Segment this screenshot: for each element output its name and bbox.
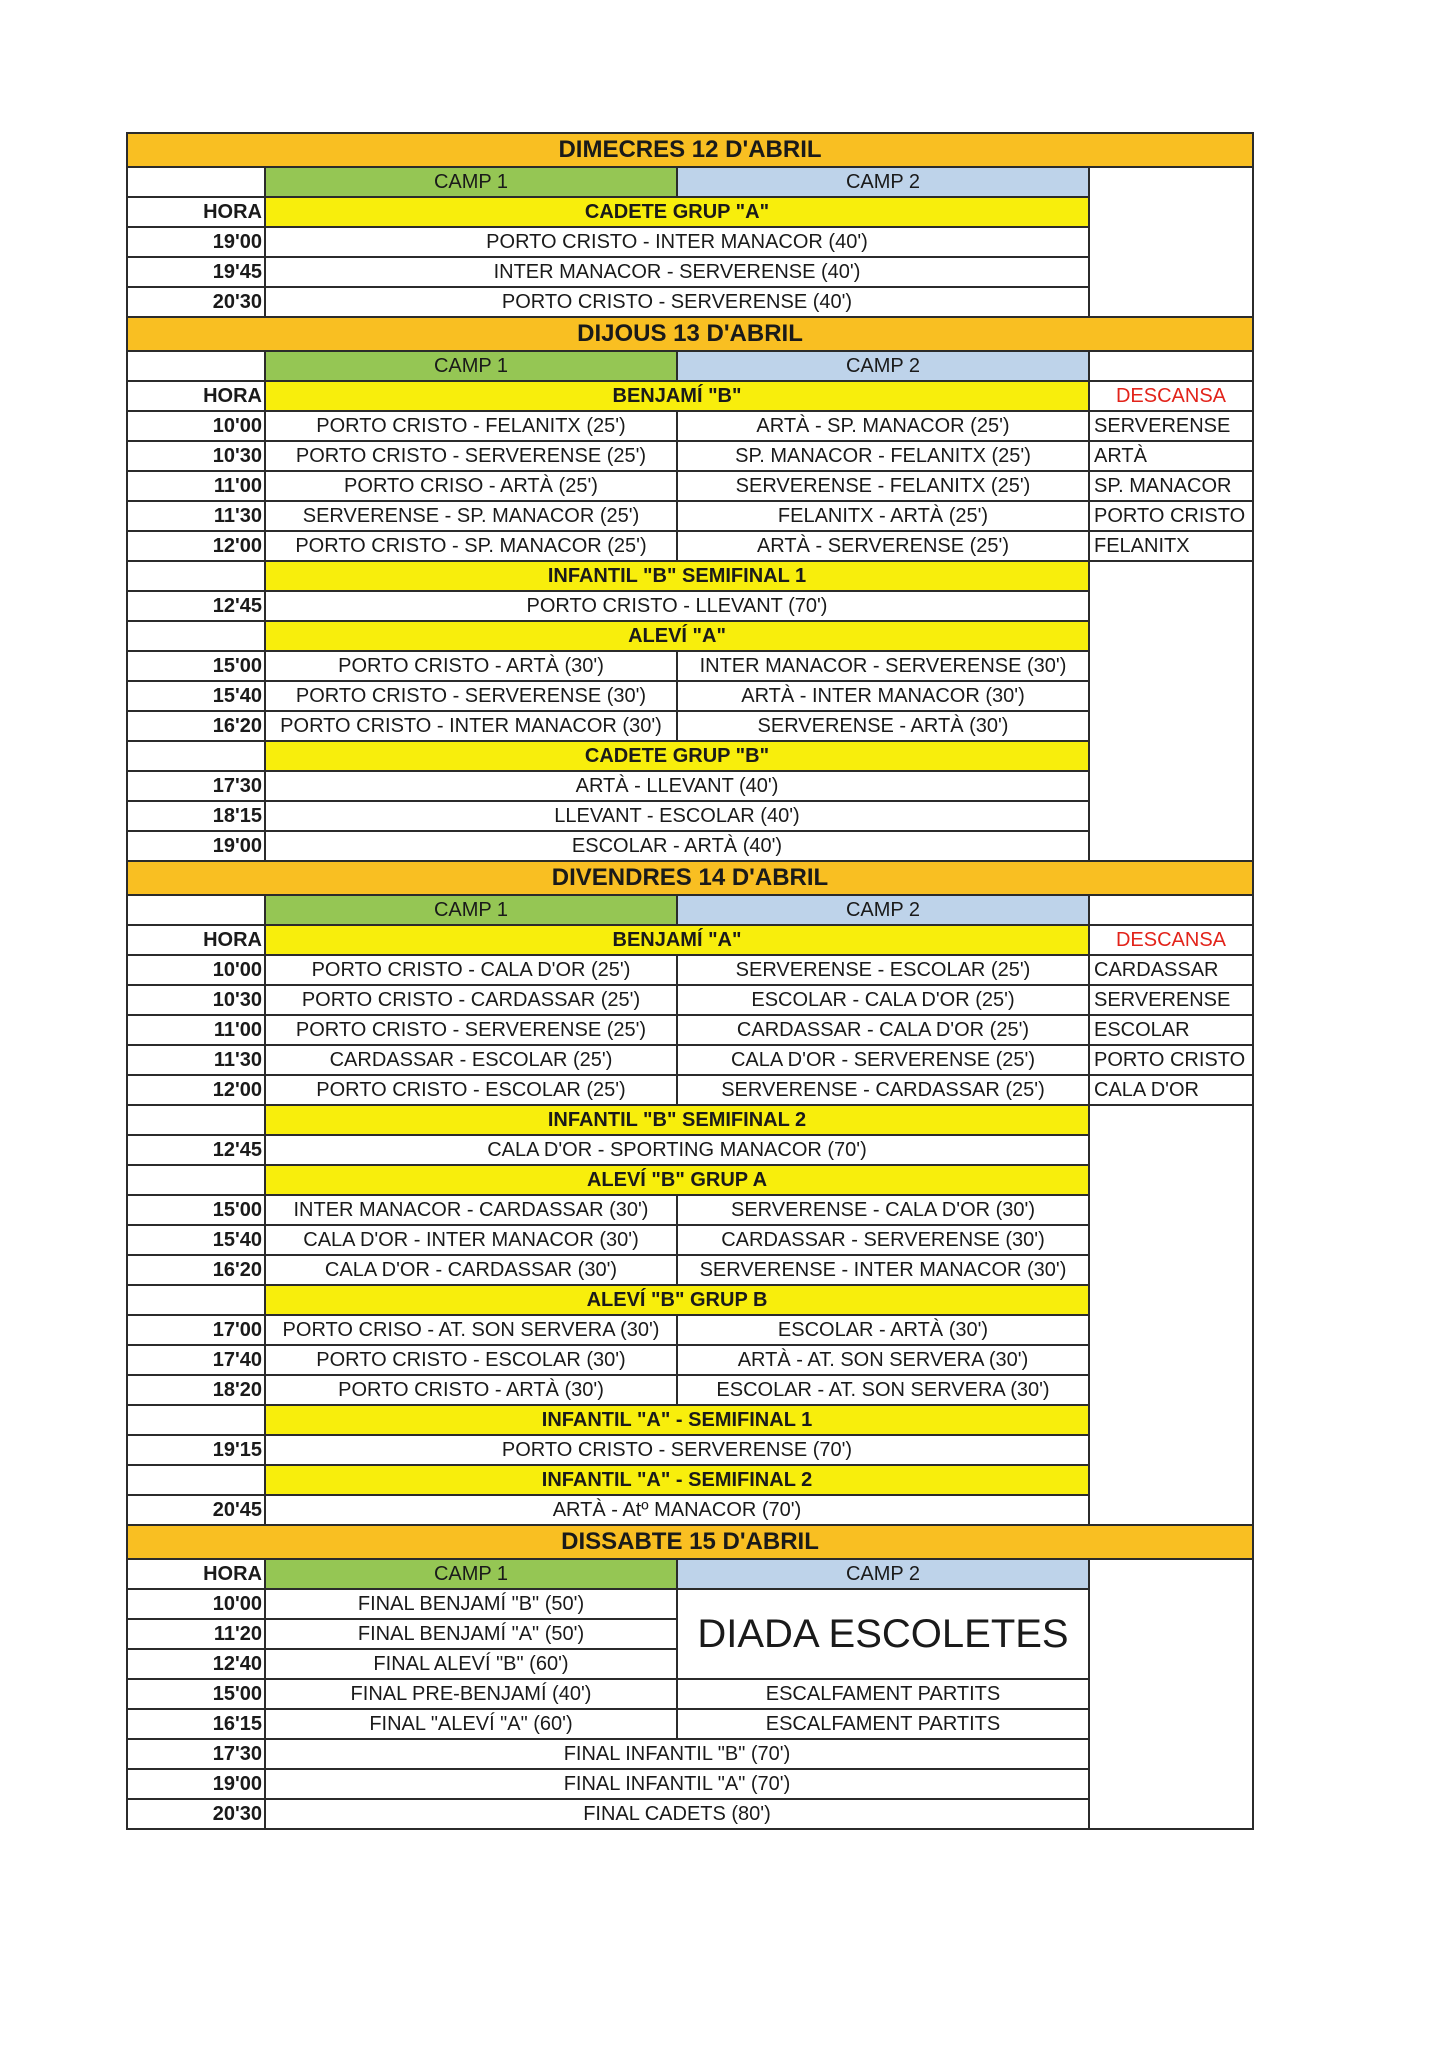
category-row	[127, 381, 1253, 411]
day-row	[127, 317, 1253, 351]
empty-cell	[127, 741, 265, 771]
match-full: FINAL CADETS (80')	[265, 1799, 1089, 1829]
camp2-header: CAMP 2	[677, 167, 1089, 197]
match-row	[127, 1709, 1253, 1739]
match-time: 15'40	[127, 681, 265, 711]
match-row	[127, 1345, 1253, 1375]
match-camp1: PORTO CRISTO - ESCOLAR (30')	[265, 1345, 677, 1375]
category-title: INFANTIL "B" SEMIFINAL 1	[265, 561, 1089, 591]
match-row	[127, 257, 1253, 287]
match-time: 12'00	[127, 1075, 265, 1105]
camp2-header: CAMP 2	[677, 895, 1089, 925]
match-camp1: PORTO CRISTO - FELANITX (25')	[265, 411, 677, 441]
match-row	[127, 1739, 1253, 1769]
match-camp1: FINAL "ALEVÍ "A" (60')	[265, 1709, 677, 1739]
match-time: 16'15	[127, 1709, 265, 1739]
match-time: 20'30	[127, 287, 265, 317]
match-camp2: SERVERENSE - ARTÀ (30')	[677, 711, 1089, 741]
category-title: INFANTIL "A" - SEMIFINAL 1	[265, 1405, 1089, 1435]
resting-team: SERVERENSE	[1089, 411, 1253, 441]
match-camp2: ARTÀ - SERVERENSE (25')	[677, 531, 1089, 561]
category-row	[127, 925, 1253, 955]
match-camp2: ESCOLAR - AT. SON SERVERA (30')	[677, 1375, 1089, 1405]
resting-team: SERVERENSE	[1089, 985, 1253, 1015]
match-row	[127, 651, 1253, 681]
match-camp1: INTER MANACOR - CARDASSAR (30')	[265, 1195, 677, 1225]
empty-cell	[1089, 895, 1253, 925]
match-time: 10'30	[127, 441, 265, 471]
day-row	[127, 1525, 1253, 1559]
match-camp2: ARTÀ - INTER MANACOR (30')	[677, 681, 1089, 711]
category-row	[127, 197, 1253, 227]
match-row	[127, 1679, 1253, 1709]
match-camp1: CALA D'OR - CARDASSAR (30')	[265, 1255, 677, 1285]
match-time: 12'40	[127, 1649, 265, 1679]
camp1-header: CAMP 1	[265, 895, 677, 925]
match-camp2: FELANITX - ARTÀ (25')	[677, 501, 1089, 531]
match-camp1: PORTO CRISTO - CARDASSAR (25')	[265, 985, 677, 1015]
diada-escoletes: DIADA ESCOLETES	[677, 1589, 1089, 1679]
empty-cell	[127, 1285, 265, 1315]
match-camp2: ESCOLAR - CALA D'OR (25')	[677, 985, 1089, 1015]
resting-team: SP. MANACOR	[1089, 471, 1253, 501]
day-row	[127, 133, 1253, 167]
match-time: 17'30	[127, 771, 265, 801]
category-row	[127, 1165, 1253, 1195]
match-full: LLEVANT - ESCOLAR (40')	[265, 801, 1089, 831]
match-camp1: FINAL BENJAMÍ "B" (50')	[265, 1589, 677, 1619]
empty-cell	[127, 895, 265, 925]
match-camp2: CALA D'OR - SERVERENSE (25')	[677, 1045, 1089, 1075]
match-time: 20'45	[127, 1495, 265, 1525]
category-title: ALEVÍ "B" GRUP A	[265, 1165, 1089, 1195]
match-row	[127, 955, 1253, 985]
match-time: 16'20	[127, 1255, 265, 1285]
match-camp1: PORTO CRISTO - SERVERENSE (25')	[265, 1015, 677, 1045]
match-time: 18'20	[127, 1375, 265, 1405]
match-time: 11'20	[127, 1619, 265, 1649]
category-row	[127, 621, 1253, 651]
match-row	[127, 1225, 1253, 1255]
descansa-label: DESCANSA	[1089, 925, 1253, 955]
match-time: 12'45	[127, 1135, 265, 1165]
match-row	[127, 471, 1253, 501]
day-row	[127, 861, 1253, 895]
match-row	[127, 711, 1253, 741]
match-camp1: PORTO CRISTO - SERVERENSE (30')	[265, 681, 677, 711]
match-time: 18'15	[127, 801, 265, 831]
resting-team: CARDASSAR	[1089, 955, 1253, 985]
hora-label: HORA	[127, 1559, 265, 1589]
match-camp1: CALA D'OR - INTER MANACOR (30')	[265, 1225, 677, 1255]
match-row	[127, 1495, 1253, 1525]
match-row	[127, 411, 1253, 441]
match-camp2: ESCALFAMENT PARTITS	[677, 1709, 1089, 1739]
resting-team: ARTÀ	[1089, 441, 1253, 471]
match-camp2: SERVERENSE - INTER MANACOR (30')	[677, 1255, 1089, 1285]
match-camp1: PORTO CRISTO - ARTÀ (30')	[265, 1375, 677, 1405]
match-time: 17'40	[127, 1345, 265, 1375]
match-row	[127, 801, 1253, 831]
match-row	[127, 441, 1253, 471]
match-full: ARTÀ - Atº MANACOR (70')	[265, 1495, 1089, 1525]
match-time: 16'20	[127, 711, 265, 741]
empty-cell	[127, 1165, 265, 1195]
match-camp2: CARDASSAR - SERVERENSE (30')	[677, 1225, 1089, 1255]
category-row	[127, 1105, 1253, 1135]
category-row	[127, 1465, 1253, 1495]
match-camp2: SERVERENSE - CARDASSAR (25')	[677, 1075, 1089, 1105]
match-full: PORTO CRISTO - LLEVANT (70')	[265, 591, 1089, 621]
match-time: 15'00	[127, 1195, 265, 1225]
day-title: DIJOUS 13 D'ABRIL	[127, 317, 1253, 351]
match-camp2: SERVERENSE - FELANITX (25')	[677, 471, 1089, 501]
match-camp2: ARTÀ - SP. MANACOR (25')	[677, 411, 1089, 441]
match-full: CALA D'OR - SPORTING MANACOR (70')	[265, 1135, 1089, 1165]
category-title: INFANTIL "A" - SEMIFINAL 2	[265, 1465, 1089, 1495]
match-time: 12'00	[127, 531, 265, 561]
resting-team: CALA D'OR	[1089, 1075, 1253, 1105]
match-row	[127, 1135, 1253, 1165]
day-title: DISSABTE 15 D'ABRIL	[127, 1525, 1253, 1559]
match-row	[127, 501, 1253, 531]
empty-cell	[127, 561, 265, 591]
match-row	[127, 1315, 1253, 1345]
match-row	[127, 1799, 1253, 1829]
match-full: ESCOLAR - ARTÀ (40')	[265, 831, 1089, 861]
match-time: 19'15	[127, 1435, 265, 1465]
match-time: 19'00	[127, 831, 265, 861]
resting-team: PORTO CRISTO	[1089, 1045, 1253, 1075]
descansa-label: DESCANSA	[1089, 381, 1253, 411]
category-title: CADETE GRUP "B"	[265, 741, 1089, 771]
empty-cell	[1089, 561, 1253, 861]
match-full: INTER MANACOR - SERVERENSE (40')	[265, 257, 1089, 287]
match-time: 17'00	[127, 1315, 265, 1345]
camp1-header: CAMP 1	[265, 167, 677, 197]
match-time: 15'40	[127, 1225, 265, 1255]
match-time: 11'30	[127, 501, 265, 531]
match-camp2: SERVERENSE - CALA D'OR (30')	[677, 1195, 1089, 1225]
match-row	[127, 591, 1253, 621]
match-time: 11'00	[127, 471, 265, 501]
match-row	[127, 1195, 1253, 1225]
match-time: 11'30	[127, 1045, 265, 1075]
match-camp2: SP. MANACOR - FELANITX (25')	[677, 441, 1089, 471]
category-title: CADETE GRUP "A"	[265, 197, 1089, 227]
match-time: 19'00	[127, 227, 265, 257]
match-time: 10'00	[127, 411, 265, 441]
match-time: 10'00	[127, 955, 265, 985]
match-row	[127, 531, 1253, 561]
empty-cell	[1089, 351, 1253, 381]
camp-header-row	[127, 1559, 1253, 1589]
match-row	[127, 1075, 1253, 1105]
match-time: 19'00	[127, 1769, 265, 1799]
match-row	[127, 831, 1253, 861]
empty-cell	[127, 621, 265, 651]
empty-cell	[1089, 1559, 1253, 1829]
match-row	[127, 681, 1253, 711]
camp2-header: CAMP 2	[677, 1559, 1089, 1589]
match-time: 15'00	[127, 1679, 265, 1709]
match-full: FINAL INFANTIL "B" (70')	[265, 1739, 1089, 1769]
match-camp1: CARDASSAR - ESCOLAR (25')	[265, 1045, 677, 1075]
category-title: BENJAMÍ "A"	[265, 925, 1089, 955]
match-camp1: PORTO CRISTO - INTER MANACOR (30')	[265, 711, 677, 741]
empty-cell	[127, 1465, 265, 1495]
match-row	[127, 1589, 1253, 1619]
match-camp1: PORTO CRISTO - CALA D'OR (25')	[265, 955, 677, 985]
empty-cell	[127, 1405, 265, 1435]
empty-cell	[1089, 167, 1253, 317]
camp-header-row	[127, 895, 1253, 925]
match-camp1: FINAL PRE-BENJAMÍ (40')	[265, 1679, 677, 1709]
match-camp1: PORTO CRISO - ARTÀ (25')	[265, 471, 677, 501]
match-time: 10'00	[127, 1589, 265, 1619]
match-camp1: PORTO CRISTO - ESCOLAR (25')	[265, 1075, 677, 1105]
match-row	[127, 227, 1253, 257]
resting-team: FELANITX	[1089, 531, 1253, 561]
match-row	[127, 1045, 1253, 1075]
empty-cell	[127, 1105, 265, 1135]
match-row	[127, 1255, 1253, 1285]
camp-header-row	[127, 167, 1253, 197]
match-row	[127, 1435, 1253, 1465]
match-camp2: SERVERENSE - ESCOLAR (25')	[677, 955, 1089, 985]
hora-label: HORA	[127, 197, 265, 227]
resting-team: ESCOLAR	[1089, 1015, 1253, 1045]
match-time: 20'30	[127, 1799, 265, 1829]
match-time: 15'00	[127, 651, 265, 681]
match-time: 19'45	[127, 257, 265, 287]
match-camp1: PORTO CRISTO - SP. MANACOR (25')	[265, 531, 677, 561]
empty-cell	[127, 167, 265, 197]
match-camp2: ESCOLAR - ARTÀ (30')	[677, 1315, 1089, 1345]
resting-team: PORTO CRISTO	[1089, 501, 1253, 531]
match-row	[127, 771, 1253, 801]
schedule-table	[126, 132, 1254, 1830]
match-camp1: PORTO CRISO - AT. SON SERVERA (30')	[265, 1315, 677, 1345]
hora-label: HORA	[127, 925, 265, 955]
match-full: ARTÀ - LLEVANT (40')	[265, 771, 1089, 801]
match-row	[127, 1375, 1253, 1405]
category-title: BENJAMÍ "B"	[265, 381, 1089, 411]
match-camp2: CARDASSAR - CALA D'OR (25')	[677, 1015, 1089, 1045]
camp1-header: CAMP 1	[265, 351, 677, 381]
match-camp2: ESCALFAMENT PARTITS	[677, 1679, 1089, 1709]
category-row	[127, 741, 1253, 771]
empty-cell	[127, 351, 265, 381]
match-full: PORTO CRISTO - SERVERENSE (70')	[265, 1435, 1089, 1465]
day-title: DIVENDRES 14 D'ABRIL	[127, 861, 1253, 895]
camp-header-row	[127, 351, 1253, 381]
match-time: 12'45	[127, 591, 265, 621]
match-camp2: ARTÀ - AT. SON SERVERA (30')	[677, 1345, 1089, 1375]
match-row	[127, 985, 1253, 1015]
hora-label: HORA	[127, 381, 265, 411]
category-title: ALEVÍ "A"	[265, 621, 1089, 651]
match-camp2: INTER MANACOR - SERVERENSE (30')	[677, 651, 1089, 681]
match-camp1: FINAL BENJAMÍ "A" (50')	[265, 1619, 677, 1649]
match-camp1: SERVERENSE - SP. MANACOR (25')	[265, 501, 677, 531]
category-row	[127, 1405, 1253, 1435]
match-time: 17'30	[127, 1739, 265, 1769]
category-row	[127, 1285, 1253, 1315]
match-row	[127, 287, 1253, 317]
category-row	[127, 561, 1253, 591]
day-title: DIMECRES 12 D'ABRIL	[127, 133, 1253, 167]
category-title: ALEVÍ "B" GRUP B	[265, 1285, 1089, 1315]
empty-cell	[1089, 1105, 1253, 1525]
match-row	[127, 1769, 1253, 1799]
camp2-header: CAMP 2	[677, 351, 1089, 381]
match-camp1: PORTO CRISTO - ARTÀ (30')	[265, 651, 677, 681]
match-time: 11'00	[127, 1015, 265, 1045]
match-camp1: FINAL ALEVÍ "B" (60')	[265, 1649, 677, 1679]
match-full: PORTO CRISTO - INTER MANACOR (40')	[265, 227, 1089, 257]
match-row	[127, 1015, 1253, 1045]
category-title: INFANTIL "B" SEMIFINAL 2	[265, 1105, 1089, 1135]
camp1-header: CAMP 1	[265, 1559, 677, 1589]
match-camp1: PORTO CRISTO - SERVERENSE (25')	[265, 441, 677, 471]
match-time: 10'30	[127, 985, 265, 1015]
match-full: PORTO CRISTO - SERVERENSE (40')	[265, 287, 1089, 317]
match-full: FINAL INFANTIL "A" (70')	[265, 1769, 1089, 1799]
